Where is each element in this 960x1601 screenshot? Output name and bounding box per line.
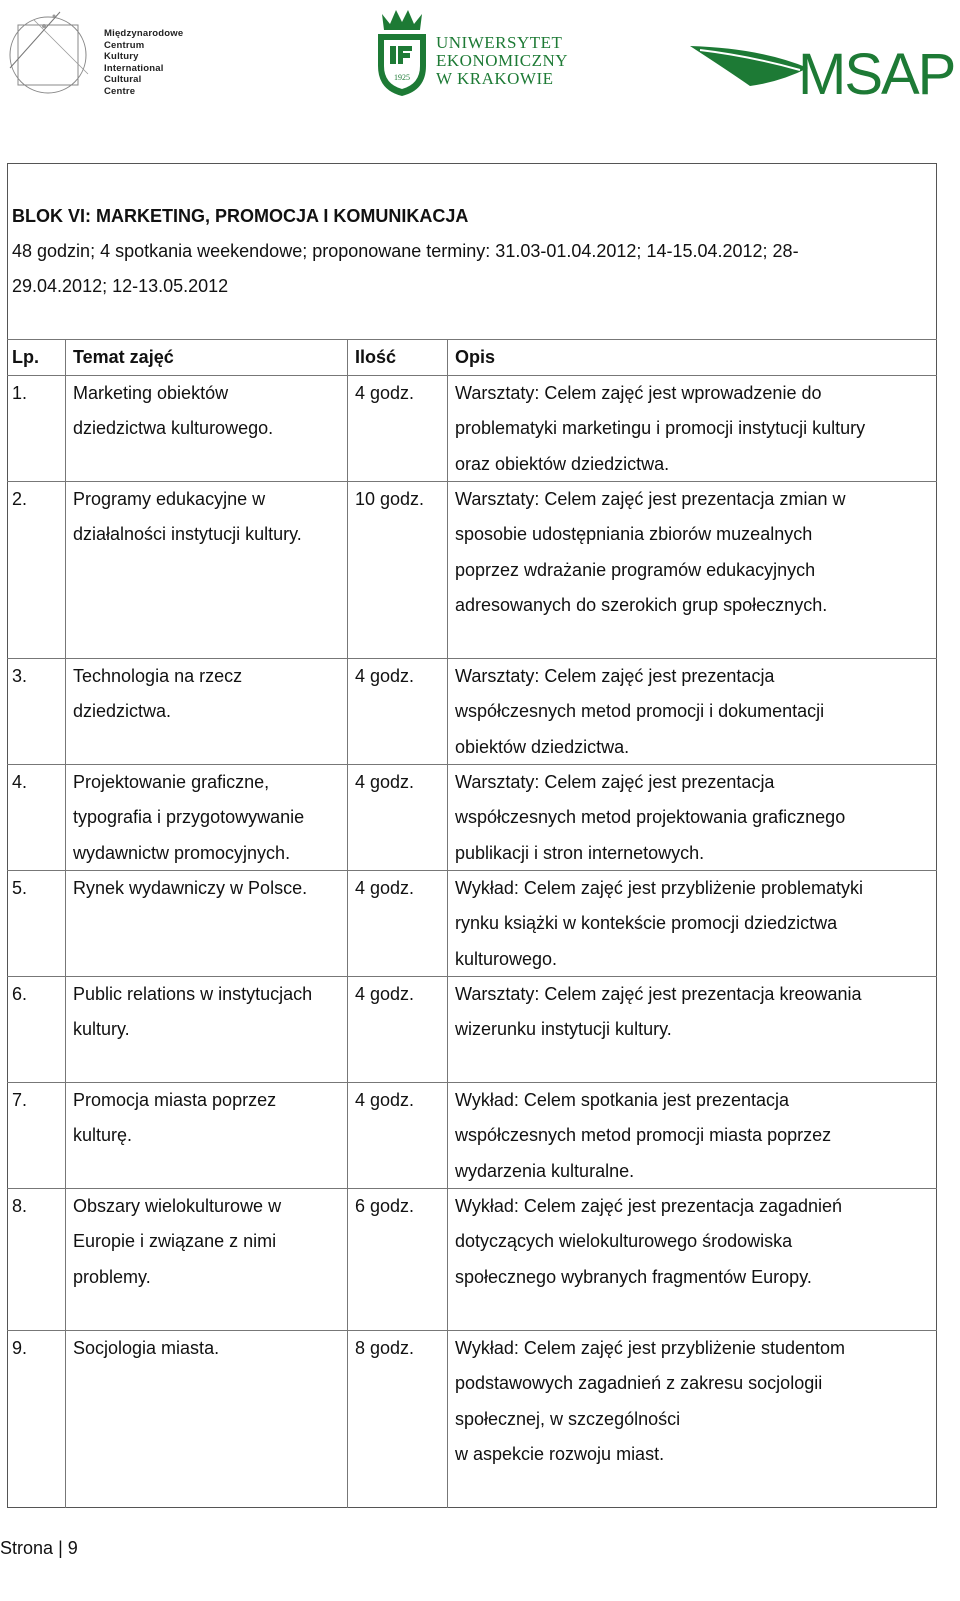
msap-logo: [690, 42, 955, 107]
mck-emblem-icon: [4, 8, 99, 100]
page-header: [0, 0, 960, 110]
uek-year: 1925: [394, 73, 410, 82]
row-description: Wykład: Celem zajęć jest przybliżenie studentom podstawowych zagadnień z zakresu socjologii społecznej, w szczególności w aspekcie rozwoju miast.: [455, 1338, 845, 1464]
row-topic: Obszary wielokulturowe w Europie i związane z nimi problemy.: [73, 1196, 282, 1287]
page-footer: [0, 1538, 78, 1559]
row-description: Wykład: Celem spotkania jest prezentacja współczesnych metod promocji miasta poprzez wydarzenia kulturalne.: [455, 1090, 832, 1181]
row-description: Warsztaty: Celem zajęć jest wprowadzenie do problematyki marketingu i promocji instytucji kultury oraz obiektów dziedzictwa.: [455, 383, 866, 474]
block-title: BLOK VI: MARKETING, PROMOCJA I KOMUNIKACJA: [12, 206, 469, 226]
msap-leaf-icon: [690, 42, 955, 107]
uek-crest-icon: [372, 4, 432, 100]
row-number: 4.: [12, 772, 28, 792]
row-description: Warsztaty: Celem zajęć jest prezentacja zmian w sposobie udostępniania zbiorów muzealnych poprzez wdrażanie programów edukacyjnych adresowanych do szerokich grup społecznych.: [455, 489, 846, 615]
row-hours: 6 godz.: [355, 1196, 415, 1216]
row-number: 1.: [12, 383, 28, 403]
row-number: 7.: [12, 1090, 28, 1110]
row-hours: 4 godz.: [355, 383, 415, 403]
row-hours: 10 godz.: [355, 489, 425, 509]
row-hours: 4 godz.: [355, 1090, 415, 1110]
footer-separator: |: [58, 1538, 68, 1558]
page-number: 9: [67, 1538, 78, 1558]
row-description: Warsztaty: Celem zajęć jest prezentacja kreowania wizerunku instytucji kultury.: [455, 984, 862, 1040]
uek-logo-text: UNIWERSYTET EKONOMICZNY W KRAKOWIE: [436, 33, 569, 88]
mck-logo: [4, 8, 194, 100]
row-number: 8.: [12, 1196, 28, 1216]
row-hours: 4 godz.: [355, 984, 415, 1004]
row-topic: Technologia na rzecz dziedzictwa.: [73, 666, 243, 722]
block-info-line: 48 godzin; 4 spotkania weekendowe; proponowane terminy: 31.03-01.04.2012; 14-15.04.2012; 28-: [12, 241, 799, 261]
row-topic: Marketing obiektów dziedzictwa kulturowego.: [73, 383, 274, 439]
footer-label: Strona: [0, 1538, 54, 1558]
column-divider: [447, 339, 448, 1508]
row-number: 3.: [12, 666, 28, 686]
column-divider: [65, 339, 66, 1508]
row-number: 9.: [12, 1338, 28, 1358]
row-description: Warsztaty: Celem zajęć jest prezentacja współczesnych metod projektowania graficznego publikacji i stron internetowych.: [455, 772, 846, 863]
uek-logo: [372, 4, 602, 100]
row-description: Wykład: Celem zajęć jest przybliżenie problematyki rynku książki w kontekście promocji dziedzictwa kulturowego.: [455, 878, 863, 969]
row-description: Wykład: Celem zajęć jest prezentacja zagadnień dotyczących wielokulturowego środowiska społecznego wybranych fragmentów Europy.: [455, 1196, 843, 1287]
row-number: 6.: [12, 984, 28, 1004]
row-hours: 4 godz.: [355, 772, 415, 792]
header-topic: Temat zajęć: [73, 347, 174, 367]
row-topic: Public relations w instytucjach kultury.: [73, 984, 313, 1040]
row-number: 5.: [12, 878, 28, 898]
row-number: 2.: [12, 489, 28, 509]
row-topic: Promocja miasta poprzez kulturę.: [73, 1090, 277, 1146]
header-desc: Opis: [455, 347, 496, 367]
mck-logo-text: Międzynarodowe Centrum Kultury International Cultural Centre: [104, 28, 184, 97]
row-topic: Rynek wydawniczy w Polsce.: [73, 878, 308, 898]
row-description: Warsztaty: Celem zajęć jest prezentacja współczesnych metod promocji i dokumentacji obiektów dziedzictwa.: [455, 666, 825, 757]
row-topic: Programy edukacyjne w działalności instytucji kultury.: [73, 489, 302, 545]
row-hours: 4 godz.: [355, 666, 415, 686]
row-hours: 8 godz.: [355, 1338, 415, 1358]
row-topic: Socjologia miasta.: [73, 1338, 220, 1358]
header-hours: Ilość: [355, 347, 397, 367]
header-lp: Lp.: [12, 347, 39, 367]
row-topic: Projektowanie graficzne, typografia i przygotowywanie wydawnictw promocyjnych.: [73, 772, 305, 863]
msap-wordmark: MSAP: [798, 42, 955, 107]
row-hours: 4 godz.: [355, 878, 415, 898]
column-divider: [347, 339, 348, 1508]
block-info-line: 29.04.2012; 12-13.05.2012: [12, 276, 229, 296]
